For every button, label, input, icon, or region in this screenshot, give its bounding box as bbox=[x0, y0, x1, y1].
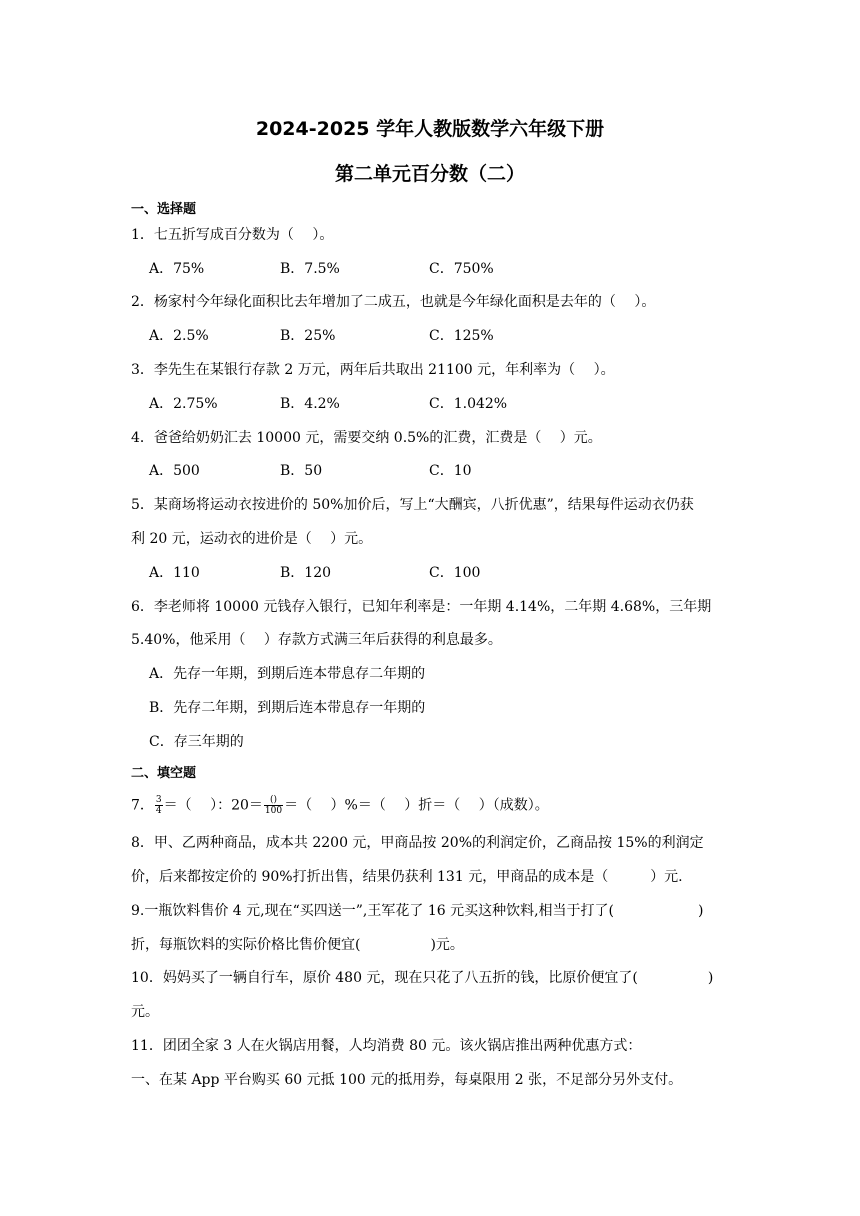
document-title: 2024-2025 学年人教版数学六年级下册 bbox=[255, 118, 605, 140]
question-7 bbox=[131, 795, 549, 816]
q5-option-c: C．100 bbox=[429, 565, 481, 581]
q1-option-a: A．75% bbox=[149, 261, 205, 277]
q6-option-b: B．先存二年期，到期后连本带息存一年期的 bbox=[149, 700, 426, 716]
question-3: 3．李先生在某银行存款 2 万元，两年后共取出 21100 元，年利率为（ ）。 bbox=[131, 362, 615, 378]
question-6-line-1: 6．李老师将 10000 元钱存入银行，已知年利率是：一年期 4.14%，二年期 4.68%，三年期 bbox=[131, 599, 712, 615]
question-11-line-2: 一、在某 App 平台购买 60 元抵 100 元的抵用券，每桌限用 2 张，不足部分另外支付。 bbox=[131, 1072, 683, 1088]
q5-option-b: B．120 bbox=[280, 565, 332, 581]
question-8-line-2: 价，后来都按定价的 90%打折出售，结果仍获利 131 元，甲商品的成本是（ ）元. bbox=[131, 869, 683, 885]
q2-option-a: A．2.5% bbox=[149, 328, 209, 344]
q1-option-b: B．7.5% bbox=[280, 261, 340, 277]
question-10-line-2: 元。 bbox=[131, 1004, 159, 1020]
question-10-line-1: 10．妈妈买了一辆自行车，原价 480 元，现在只花了八五折的钱，比原价便宜了( ) bbox=[131, 970, 714, 986]
q3-option-b: B．4.2% bbox=[280, 396, 340, 412]
section-heading-choice: 一、选择题 bbox=[131, 202, 197, 217]
q1-option-c: C．750% bbox=[429, 261, 494, 277]
q3-option-c: C．1.042% bbox=[429, 396, 508, 412]
q7-prefix: 7． bbox=[131, 797, 154, 814]
question-8-line-1: 8．甲、乙两种商品，成本共 2200 元，甲商品按 20%的利润定价，乙商品按 15%的利润定 bbox=[131, 835, 704, 851]
q4-option-c: C．10 bbox=[429, 463, 472, 479]
q7-fraction-3-4: $\frac{3}{4}$ bbox=[155, 795, 162, 816]
question-2: 2．杨家村今年绿化面积比去年增加了二成五，也就是今年绿化面积是去年的（ ）。 bbox=[131, 294, 656, 310]
question-6-line-2: 5.40%，他采用（ ）存款方式满三年后获得的利息最多。 bbox=[131, 632, 502, 648]
q6-option-a: A．先存一年期，到期后连本带息存二年期的 bbox=[149, 666, 426, 682]
q7-rest: ＝（ ）%＝（ ）折＝（ ）（成数）。 bbox=[284, 797, 549, 814]
q2-option-c: C．125% bbox=[429, 328, 494, 344]
question-1: 1．七五折写成百分数为（ ）。 bbox=[131, 227, 334, 243]
q5-option-a: A．110 bbox=[149, 565, 200, 581]
question-4: 4．爸爸给奶奶汇去 10000 元，需要交纳 0.5%的汇费，汇费是（ ）元。 bbox=[131, 430, 602, 446]
question-5-line-2: 利 20 元，运动衣的进价是（ ）元。 bbox=[131, 531, 373, 547]
q4-option-b: B．50 bbox=[280, 463, 323, 479]
question-9-line-1: 9.一瓶饮料售价 4 元,现在“买四送一”,王军花了 16 元买这种饮料,相当于打了( ) bbox=[131, 903, 704, 919]
question-11-line-1: 11．团团全家 3 人在火锅店用餐，人均消费 80 元。该火锅店推出两种优惠方式： bbox=[131, 1038, 642, 1054]
q6-option-c: C．存三年期的 bbox=[149, 734, 244, 750]
question-5-line-1: 5．某商场将运动衣按进价的 50%加价后，写上“大酬宾，八折优惠”，结果每件运动衣仍获 bbox=[131, 497, 694, 513]
q3-option-a: A．2.75% bbox=[149, 396, 218, 412]
q2-option-b: B．25% bbox=[280, 328, 336, 344]
q4-option-a: A．500 bbox=[149, 463, 200, 479]
q7-middle: ＝（ ）：20＝ bbox=[163, 797, 263, 814]
question-9-line-2: 折，每瓶饮料的实际价格比售价便宜( )元。 bbox=[131, 937, 464, 953]
document-subtitle: 第二单元百分数（二） bbox=[334, 163, 525, 185]
section-heading-fill-blank: 二、填空题 bbox=[131, 766, 197, 781]
q7-fraction-blank-100: $\frac{()}{100}$ bbox=[264, 795, 283, 816]
